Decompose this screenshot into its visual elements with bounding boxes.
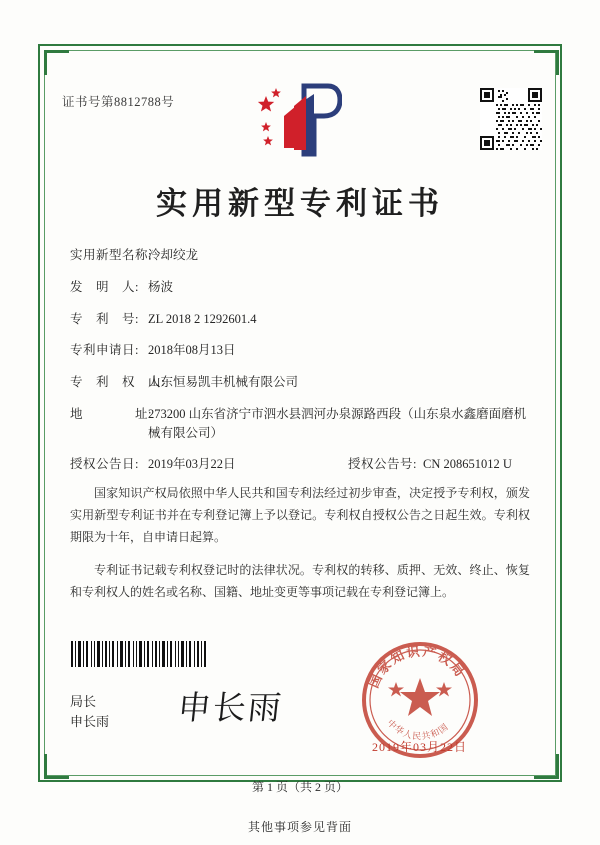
- field-row-application-date: [70, 341, 530, 360]
- field-list: [70, 246, 530, 487]
- signature-title: [70, 692, 109, 731]
- legal-body-text: [70, 482, 530, 613]
- field-label: 地 址:: [70, 406, 152, 421]
- page-number: 第 1 页（共 2 页）: [251, 780, 348, 794]
- field-row-address: [70, 405, 530, 443]
- legal-paragraph-2: 专利证书记载专利权登记时的法律状况。专利权的转移、质押、无效、终止、恢复和专利权人的姓名或名称、国籍、地址变更等事项记载在专利登记簿上。: [70, 562, 530, 599]
- field-value: 273200 山东省济宁市泗水县泗河办泉源路西段（山东泉水鑫磨面磨机械有限公司）: [148, 406, 527, 440]
- field-label: 发 明 人:: [70, 279, 139, 294]
- field-label: 实用新型名称:: [70, 248, 152, 262]
- page-title: 实用新型专利证书: [156, 186, 444, 222]
- field-row-patent-number: [70, 310, 530, 329]
- barcode: [70, 641, 208, 667]
- handwritten-signature: 申长雨: [175, 688, 285, 727]
- field-value: 2018年08月13日: [148, 343, 236, 358]
- field-label-grant-date: 授权公告日:: [70, 457, 139, 472]
- field-value-grant-date: 2019年03月22日: [148, 457, 236, 472]
- certificate-number: 证书号第8812788号: [62, 95, 175, 109]
- field-label: 专 利 号:: [70, 311, 139, 326]
- field-row-grant-announcement: [70, 455, 530, 474]
- field-label-grant-number: 授权公告号:: [348, 457, 417, 472]
- qr-code: [480, 88, 542, 150]
- field-row-inventor: [70, 278, 530, 297]
- back-page-note: 其他事项参见背面: [247, 820, 352, 834]
- svg-text:国家知识产权局: 国家知识产权局: [366, 644, 468, 691]
- svg-text:中华人民共和国: 中华人民共和国: [384, 718, 452, 743]
- field-row-patentee: [70, 373, 530, 392]
- field-value: 杨波: [148, 279, 174, 294]
- corner-ornament-top-right: [534, 50, 559, 75]
- field-label: 专利申请日:: [70, 343, 139, 358]
- corner-ornament-top-left: [44, 50, 69, 75]
- corner-ornament-bottom-left: [44, 754, 69, 779]
- patent-office-logo-icon: [258, 82, 342, 160]
- field-label: 专 利 权 人:: [70, 375, 165, 389]
- field-value: 山东恒易凯丰机械有限公司: [148, 375, 299, 389]
- legal-paragraph-1: 国家知识产权局依照中华人民共和国专利法经过初步审查，决定授予专利权，颁发实用新型专利证书并在专利登记簿上予以登记。专利权自授权公告之日起生效。专利权期限为十年，自申请日起算。: [70, 486, 530, 545]
- signature-title-line1: 局长: [70, 694, 97, 709]
- field-value: ZL 2018 2 1292601.4: [148, 311, 257, 326]
- field-value: 冷却绞龙: [148, 248, 199, 262]
- signature-title-line2: 申长雨: [70, 713, 110, 729]
- field-row-invention-name: [70, 246, 530, 265]
- field-value-grant-number: CN 208651012 U: [422, 457, 512, 472]
- seal-date: 2019年03月22日: [372, 740, 468, 754]
- corner-ornament-bottom-right: [534, 754, 559, 779]
